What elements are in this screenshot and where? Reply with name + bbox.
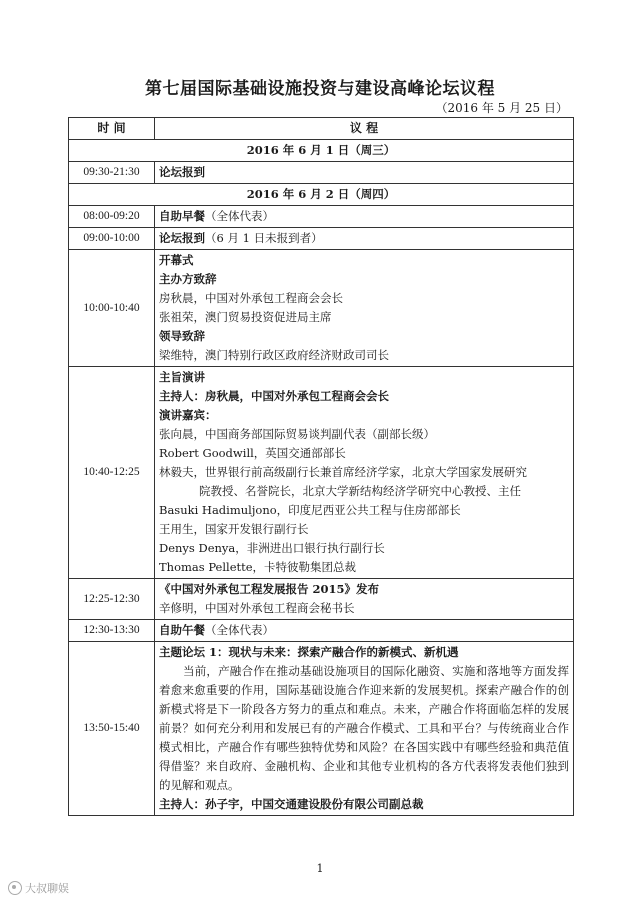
day-row	[69, 140, 574, 162]
table-row	[69, 250, 574, 367]
time-cell: 13:50-15:40	[69, 642, 155, 816]
agenda-cell	[155, 162, 574, 184]
speaker-line: Robert Goodwill，英国交通部部长	[159, 446, 346, 460]
page-number: 1	[316, 862, 324, 875]
agenda-column-header: 议 程	[155, 118, 574, 140]
speaker-line: 院教授、名誉院长，北京大学新结构经济学研究中心教授、主任	[199, 484, 521, 498]
session-title: 论坛报到	[159, 231, 205, 245]
session-title: 开幕式	[159, 253, 194, 267]
time-cell: 10:40-12:25	[69, 367, 155, 579]
time-cell: 08:00-09:20	[69, 206, 155, 228]
speaker-line: 辛修明，中国对外承包工程商会秘书长	[159, 601, 355, 615]
watermark-logo-icon	[8, 881, 22, 895]
agenda-cell	[155, 228, 574, 250]
speaker-line: 梁维特，澳门特别行政区政府经济财政司司长	[159, 348, 389, 362]
agenda-cell	[155, 250, 574, 367]
time-cell: 10:00-10:40	[69, 250, 155, 367]
speaker-line: 张祖荣，澳门贸易投资促进局主席	[159, 310, 332, 324]
agenda-cell	[155, 579, 574, 620]
session-note: （全体代表）	[205, 623, 274, 637]
session-note: （6 月 1 日未报到者）	[205, 231, 323, 245]
day-row	[69, 184, 574, 206]
speaker-line: Denys Denya，非洲进出口银行执行副行长	[159, 541, 385, 555]
watermark	[8, 880, 69, 896]
speaker-line: Basuki Hadimuljono，印度尼西亚公共工程与住房部部长	[159, 503, 461, 517]
speaker-line: Thomas Pellette，卡特彼勒集团总裁	[159, 560, 357, 574]
speaker-line: 林毅夫，世界银行前高级副行长兼首席经济学家，北京大学国家发展研究	[159, 465, 527, 479]
table-header-row	[69, 118, 574, 140]
session-title: 论坛报到	[159, 165, 205, 179]
session-title: 主旨演讲	[159, 370, 205, 384]
subsection-heading: 领导致辞	[159, 329, 205, 343]
time-cell: 12:25-12:30	[69, 579, 155, 620]
day2-label: 2016 年 6 月 2 日（周四）	[69, 184, 574, 206]
agenda-cell	[155, 367, 574, 579]
agenda-table	[68, 117, 574, 816]
session-title: 《中国对外承包工程发展报告 2015》发布	[159, 582, 380, 596]
speaker-line: 王用生，国家开发银行副行长	[159, 522, 309, 536]
session-title: 自助午餐	[159, 623, 205, 637]
table-row	[69, 228, 574, 250]
day1-label: 2016 年 6 月 1 日（周三）	[69, 140, 574, 162]
page-title: 第七届国际基础设施投资与建设高峰论坛议程	[145, 79, 495, 99]
moderator-line: 主持人：房秋晨，中国对外承包工程商会会长	[159, 389, 389, 403]
time-cell: 12:30-13:30	[69, 620, 155, 642]
watermark-text: 大叔聊娱	[25, 882, 69, 895]
table-row	[69, 620, 574, 642]
table-row	[69, 367, 574, 579]
session-note: （全体代表）	[205, 209, 274, 223]
agenda-date: （2016 年 5 月 25 日）	[435, 101, 568, 115]
table-row	[69, 642, 574, 816]
session-title: 自助早餐	[159, 209, 205, 223]
agenda-cell	[155, 206, 574, 228]
table-row	[69, 579, 574, 620]
speaker-line: 张向晨，中国商务部国际贸易谈判副代表（副部长级）	[159, 427, 435, 441]
time-cell: 09:00-10:00	[69, 228, 155, 250]
table-row	[69, 206, 574, 228]
subsection-heading: 主办方致辞	[159, 272, 217, 286]
table-row	[69, 162, 574, 184]
subsection-heading: 演讲嘉宾：	[159, 408, 217, 422]
session-title: 主题论坛 1：现状与未来：探索产融合作的新模式、新机遇	[159, 645, 459, 659]
agenda-cell	[155, 642, 574, 816]
session-description: 当前，产融合作在推动基础设施项目的国际化融资、实施和落地等方面发挥着愈来愈重要的作用，国际基础设施合作迎来新的发展契机。探索产融合作的创新模式将是下一阶段各方努力的重点和难点。未来，产融合作将面临怎样的发展前景？如何充分利用和发展已有的产融合作模式、工具和平台？与传统商业合作模式相比，产融合作有哪些独特优势和风险？在各国实践中有哪些经验和典范值得借鉴？来自政府、金融机构、企业和其他专业机构的各方代表将发表他们独到的见解和观点。	[159, 664, 569, 792]
agenda-cell	[155, 620, 574, 642]
time-cell: 09:30-21:30	[69, 162, 155, 184]
time-column-header: 时 间	[69, 118, 155, 140]
speaker-line: 房秋晨，中国对外承包工程商会会长	[159, 291, 343, 305]
moderator-line: 主持人：孙子宇，中国交通建设股份有限公司副总裁	[159, 797, 424, 811]
